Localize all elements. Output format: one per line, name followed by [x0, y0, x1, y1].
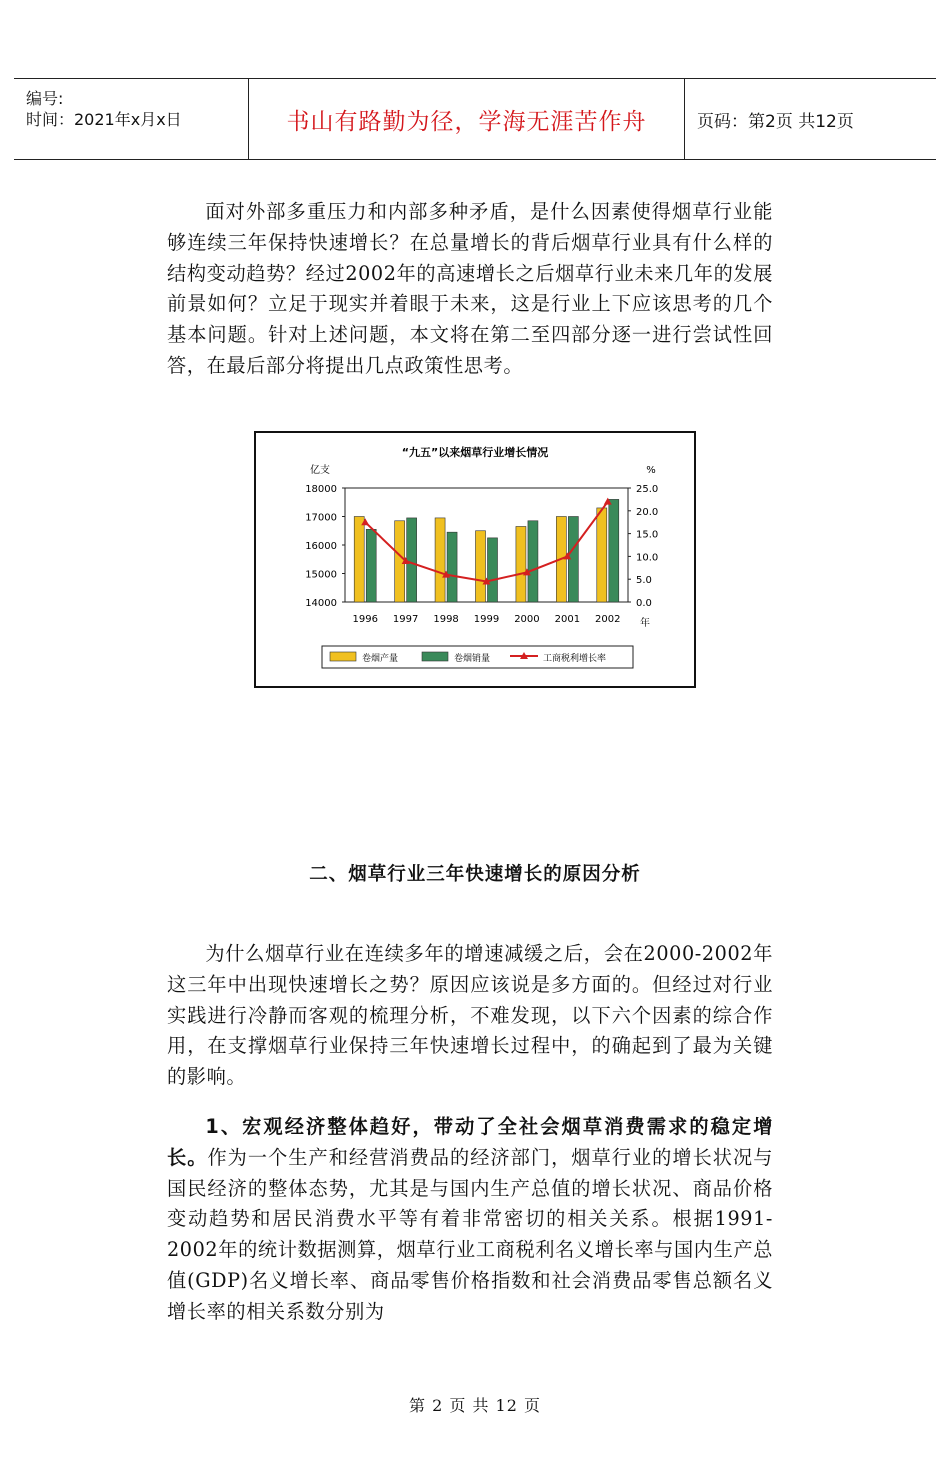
y-right-unit: %: [646, 465, 656, 476]
y-right-tick-label: 10.0: [636, 552, 659, 564]
document-header: [14, 78, 936, 160]
y-right-tick-label: 15.0: [636, 529, 659, 541]
y-left-tick-label: 18000: [305, 484, 337, 495]
x-tick-label: 2001: [554, 614, 581, 625]
y-right-tick-label: 5.0: [636, 575, 652, 587]
x-tick-label: 1998: [433, 614, 459, 625]
bar-production: [597, 508, 607, 602]
legend-label-production: 卷烟产量: [362, 654, 399, 664]
header-page-label: 页码：第2页 共12页: [697, 111, 854, 132]
bar-sales: [488, 538, 498, 602]
bar-production: [354, 517, 364, 603]
x-tick-label: 1997: [392, 614, 419, 625]
paragraph-factor-1: [167, 1112, 773, 1328]
bar-production: [435, 518, 445, 602]
y-right-tick-label: 25.0: [636, 484, 659, 495]
x-unit: 年: [640, 618, 650, 629]
header-motto: 书山有路勤为径，学海无涯苦作舟: [249, 79, 685, 159]
legend-swatch-sales: [422, 652, 448, 661]
bar-sales: [447, 532, 457, 602]
y-left-tick-label: 16000: [305, 541, 337, 552]
plot-area: [345, 488, 628, 602]
bar-production: [516, 526, 526, 602]
y-right-tick-label: 20.0: [636, 506, 659, 518]
x-tick-label: 2000: [514, 614, 540, 625]
y-left-tick-label: 17000: [305, 512, 337, 524]
chart-svg: [256, 433, 694, 686]
intro-paragraph: 面对外部多重压力和内部多种矛盾，是什么因素使得烟草行业能够连续三年保持快速增长？在总量增长的背后烟草行业具有什么样的结构变动趋势？经过2002年的高速增长之后烟草行业未来几年的发展前景如何？立足于现实并着眼于未来，这是行业上下应该思考的几个基本问题。针对上述问题，本文将在第二至四部分逐一进行尝试性回答，在最后部分将提出几点政策性思考。: [167, 200, 773, 377]
factor-1-body: 作为一个生产和经营消费品的经济部门，烟草行业的增长状况与国民经济的整体态势，尤其是与国内生产总值的增长状况、商品价格变动趋势和居民消费水平等有着非常密切的相关关系。根据1991-2002年的统计数据测算，烟草行业工商税利名义增长率与国内生产总值(GDP)名义增长率、商品零售价格指数和社会消费品零售总额名义增长率的相关系数分别为: [167, 1145, 773, 1323]
number-label: 编号:: [26, 89, 64, 108]
y-left-tick-label: 15000: [305, 569, 337, 581]
bar-production: [476, 531, 486, 602]
bar-sales: [366, 529, 376, 602]
x-tick-label: 1999: [473, 614, 500, 625]
paragraph-causes: 为什么烟草行业在连续多年的增速减缓之后，会在2000-2002年这三年中出现快速增长之势？原因应该说是多方面的。但经过对行业实践进行冷静而客观的梳理分析，不难发现，以下六个因素的综合作用，在支撑烟草行业保持三年快速增长过程中，的确起到了最为关键的影响。: [167, 942, 773, 1089]
header-meta-cell: [14, 79, 249, 159]
y-left-unit: 亿支: [310, 465, 330, 476]
chart-title: “九五”以来烟草行业增长情况: [401, 446, 549, 459]
growth-chart: [254, 431, 696, 688]
legend-label-sales: 卷烟销量: [454, 654, 491, 664]
bar-sales: [528, 521, 538, 602]
x-tick-label: 2002: [595, 614, 621, 625]
time-label: 时间：2021年x月x日: [26, 110, 182, 129]
section-heading: 二、烟草行业三年快速增长的原因分析: [309, 864, 641, 885]
y-left-tick-label: 14000: [305, 598, 337, 609]
legend-label-growth: 工商税利增长率: [543, 654, 607, 664]
factor-1-title: 1、宏观经济整体趋好，带动了全社会烟草消费需求的稳定增长。: [167, 1115, 773, 1169]
y-right-tick-label: 0.0: [636, 598, 652, 609]
legend-swatch-production: [330, 652, 356, 661]
bar-sales: [609, 499, 619, 602]
x-tick-label: 1996: [352, 614, 378, 625]
page-footer: 第 2 页 共 12 页: [409, 1396, 541, 1415]
bar-sales: [407, 518, 417, 602]
